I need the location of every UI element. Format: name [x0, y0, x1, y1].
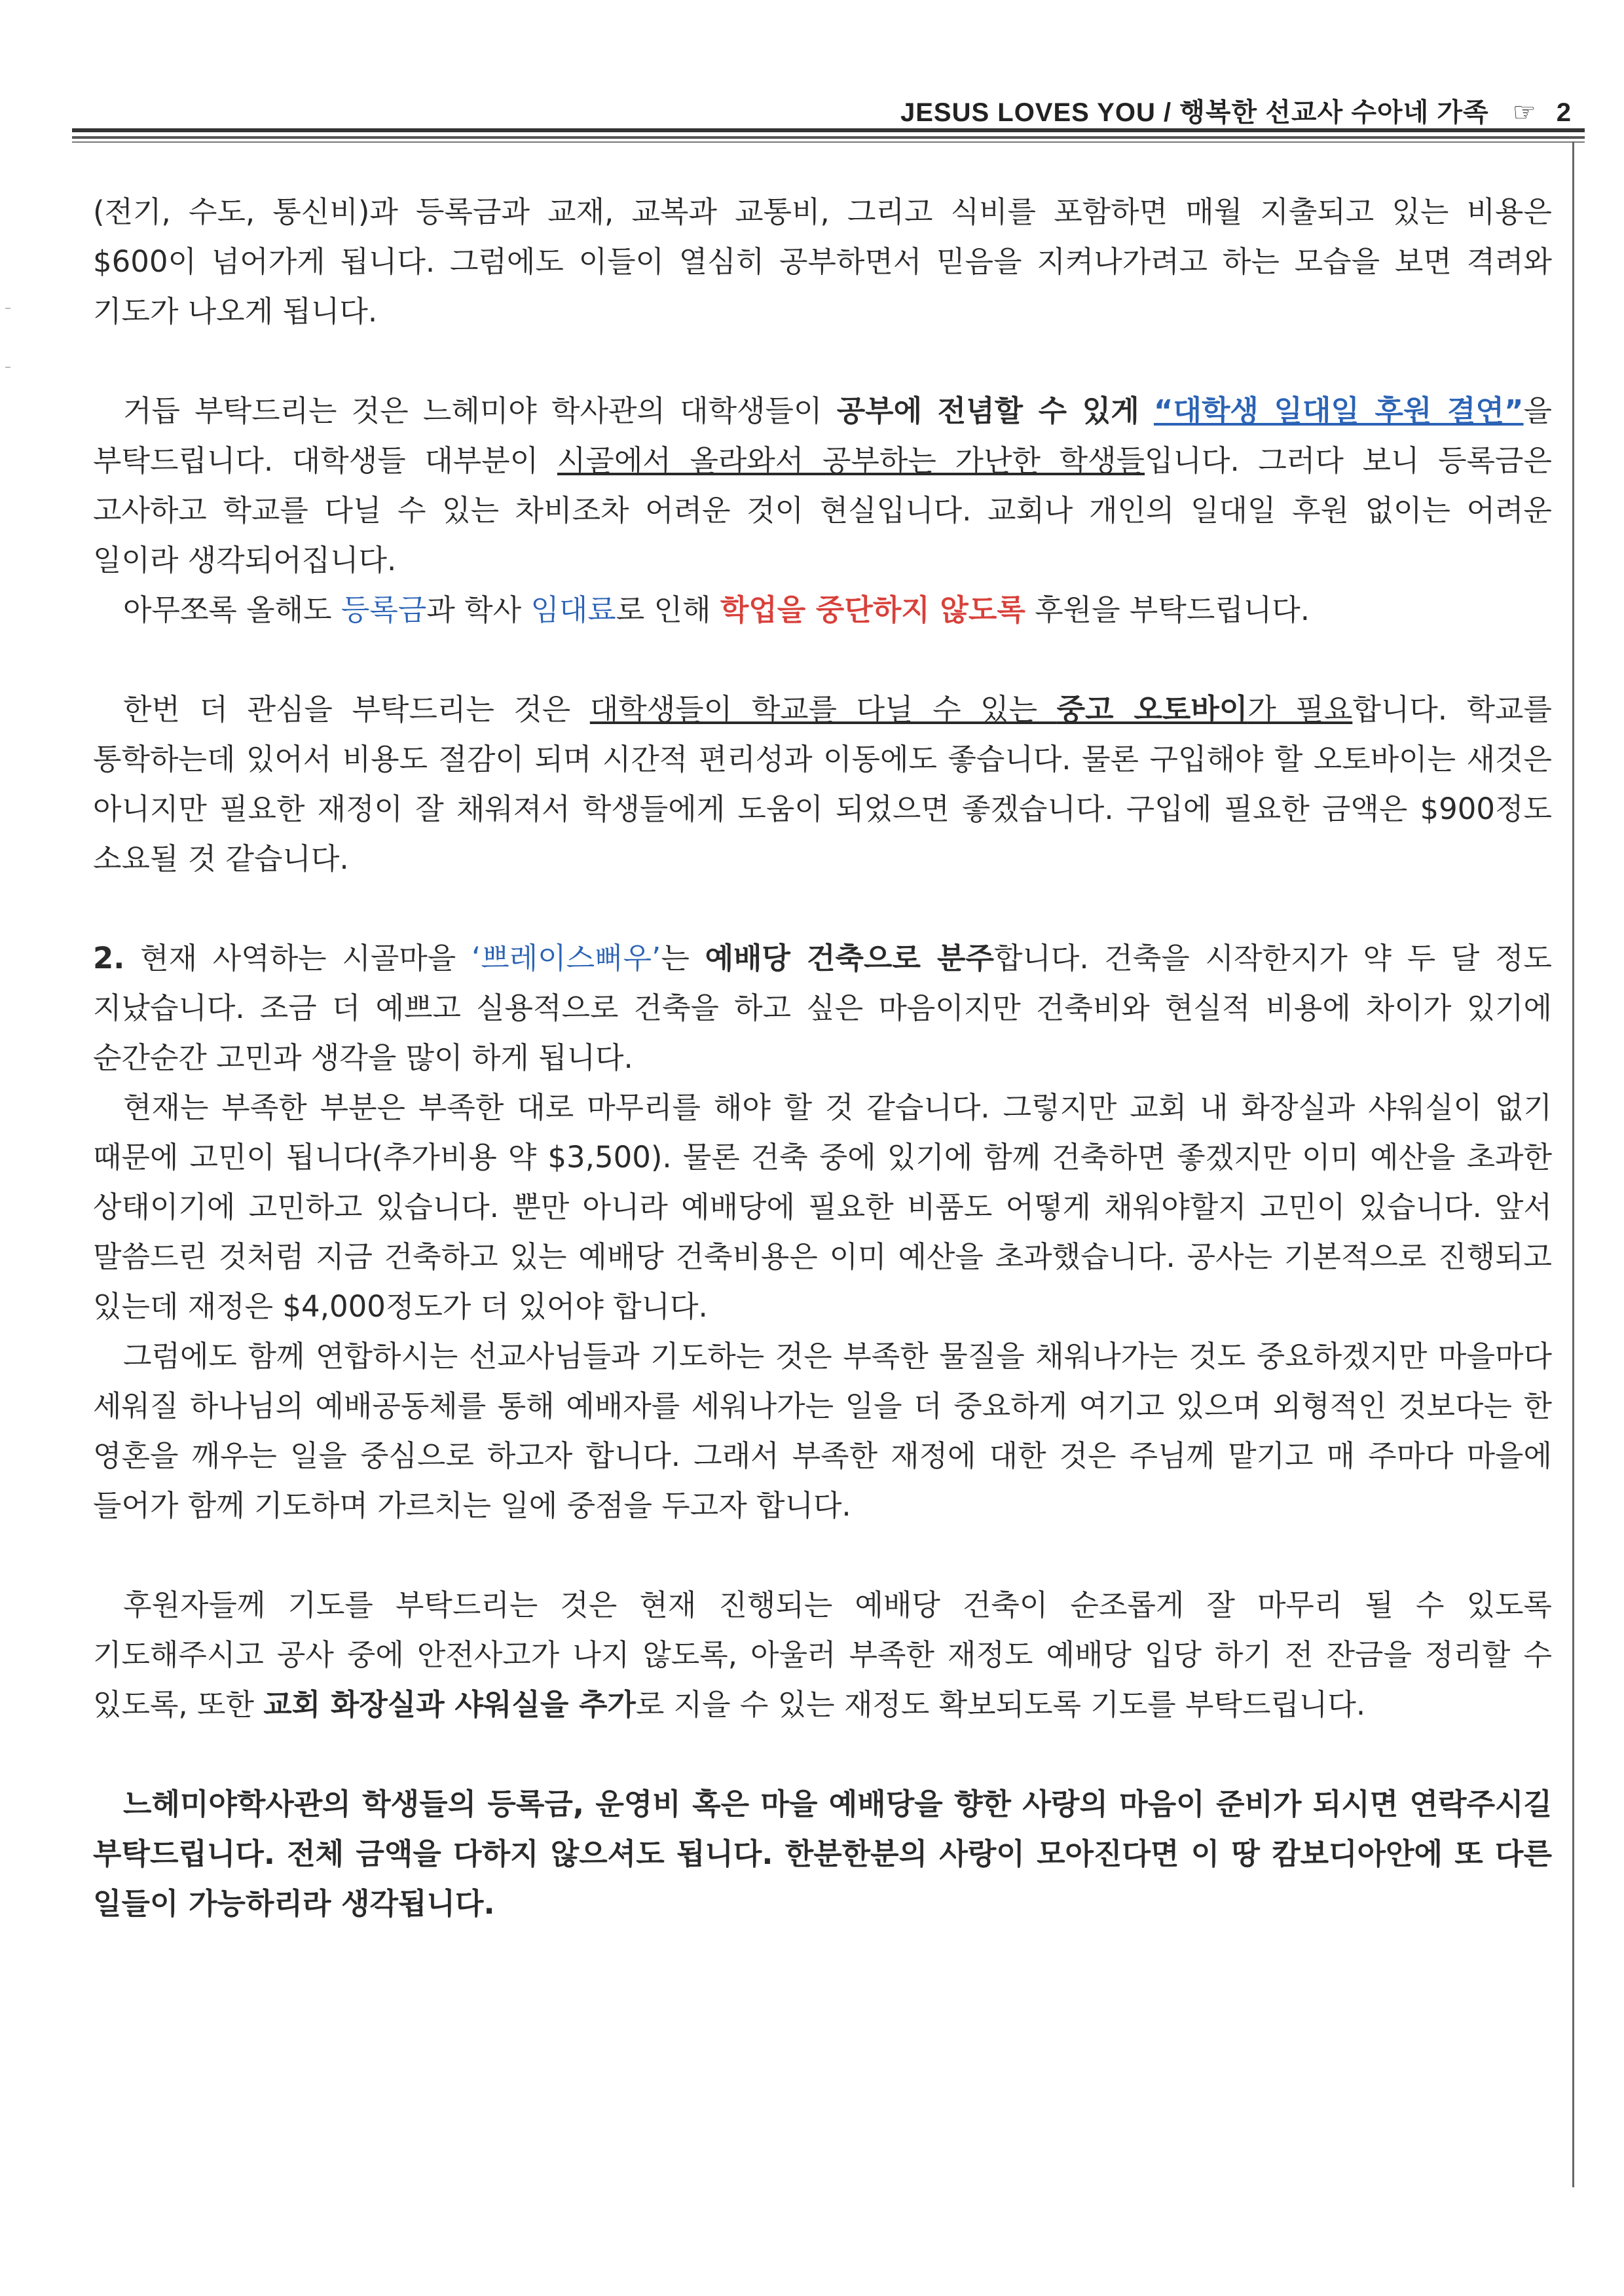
- rent-highlight: 임대료: [530, 592, 616, 627]
- page-number: 2: [1556, 98, 1572, 127]
- tuition-highlight: 등록금: [341, 592, 427, 627]
- letter-body: [93, 187, 1552, 1929]
- paragraph-expenses: (전기, 수도, 통신비)과 등록금과 교재, 교복과 교통비, 그리고 식비를 포함하면 매월 지출되고 있는 비용은 $600이 넘어가게 됩니다. 그럼에도 이들이 열심히 공부하면서 믿음을 지켜나가려고 하는 모습을 보면 격려와 기도가 나오게 됩니다.: [93, 194, 1552, 329]
- paragraph-church-building: 2. 현재 사역하는 시골마을 ‘쁘레이스뻐우’는 예배당 건축으로 분주합니다. 건축을 시작한지가 약 두 달 정도 지났습니다. 조금 더 예쁘고 실용적으로 건축을 하고 싶은 마음이지만 건축비와 현실적 비용에 차이가 있기에 순간순간 고민과 생각을 많이 하게 됩니다.: [93, 941, 1552, 1075]
- paragraph-sponsorship-request: 거듭 부탁드리는 것은 느헤미야 학사관의 대학생들이 공부에 전념할 수 있게 “대학생 일대일 후원 결연”을 부탁드립니다. 대학생들 대부분이 시골에서 올라와서 공부하는 가난한 학생들입니다. 그러다 보니 등록금은 고사하고 학교를 다닐 수 있는 차비조차 어려운 것이 현실입니다. 교회나 개인의 일대일 후원 없이는 어려운 일이라 생각되어집니다.: [93, 393, 1553, 577]
- page-header: [900, 92, 1572, 129]
- header-rule-middle: [72, 136, 1585, 139]
- header-rule-thin: [72, 141, 1585, 143]
- sponsorship-highlight: “대학생 일대일 후원 결연”: [1153, 393, 1524, 428]
- village-name: ‘쁘레이스뻐우’: [471, 941, 661, 975]
- paragraph-prayer-request: 후원자들께 기도를 부탁드리는 것은 현재 진행되는 예배당 건축이 순조롭게 잘 마무리 될 수 있도록 기도해주시고 공사 중에 안전사고가 나지 않도록, 아울러 부족한 재정도 예배당 입당 하기 전 잔금을 정리할 수 있도록, 또한 교회 화장실과 샤워실을 추가로 지을 수 있는 재정도 확보되도록 기도를 부탁드립니다.: [93, 1588, 1552, 1722]
- study-continuation-highlight: 학업을 중단하지 않도록: [720, 592, 1025, 627]
- paragraph-tuition-rent: 아무쪼록 올해도 등록금과 학사 임대료로 인해 학업을 중단하지 않도록 후원을 부탁드립니다.: [123, 592, 1310, 627]
- section-number: 2.: [93, 941, 125, 975]
- header-title: JESUS LOVES YOU / 행복한 선교사 수아네 가족: [900, 98, 1489, 127]
- right-margin-border: [1572, 141, 1574, 2187]
- header-rule-thick: [72, 128, 1585, 132]
- paragraph-building-costs: 현재는 부족한 부분은 부족한 대로 마무리를 해야 할 것 같습니다. 그렇지만 교회 내 화장실과 샤워실이 없기 때문에 고민이 됩니다(추가비용 약 $3,500). 물론 건축 중에 있기에 함께 건축하면 좋겠지만 이미 예산을 초과한 상태이기에 고민하고 있습니다. 뿐만 아니라 예배당에 필요한 비품도 어떻게 채워야할지 고민이 있습니다. 앞서 말씀드린 것처럼 지금 건축하고 있는 예배당 건축비용은 이미 예산을 초과했습니다. 공사는 기본적으로 진행되고 있는데 재정은 $4,000정도가 더 있어야 합니다.: [93, 1090, 1552, 1324]
- paragraph-closing: 느헤미야학사관의 학생들의 등록금, 운영비 혹은 마을 예배당을 향한 사랑의 마음이 준비가 되시면 연락주시길 부탁드립니다. 전체 금액을 다하지 않으셔도 됩니다. 한분한분의 사랑이 모아진다면 이 땅 캄보디아안에 또 다른 일들이 가능하리라 생각됩니다.: [93, 1787, 1552, 1921]
- paragraph-worship-community: 그럼에도 함께 연합하시는 선교사님들과 기도하는 것은 부족한 물질을 채워나가는 것도 중요하겠지만 마을마다 세워질 하나님의 예배공동체를 통해 예배자를 세워나가는 일을 더 중요하게 여기고 있으며 외형적인 것보다는 한 영혼을 깨우는 일을 중심으로 하고자 합니다. 그래서 부족한 재정에 대한 것은 주님께 맡기고 매 주마다 마을에 들어가 함께 기도하며 가르치는 일에 중점을 두고자 합니다.: [93, 1339, 1552, 1523]
- pointing-hand-icon: ☞: [1512, 98, 1537, 127]
- paragraph-motorbike: 한번 더 관심을 부탁드리는 것은 대학생들이 학교를 다닐 수 있는 중고 오토바이가 필요합니다. 학교를 통학하는데 있어서 비용도 절감이 되며 시간적 편리성과 이동에도 좋습니다. 물론 구입해야 할 오토바이는 새것은 아니지만 필요한 재정이 잘 채워져서 학생들에게 도움이 되었으면 좋겠습니다. 구입에 필요한 금액은 $900정도 소요될 것 같습니다.: [93, 692, 1552, 876]
